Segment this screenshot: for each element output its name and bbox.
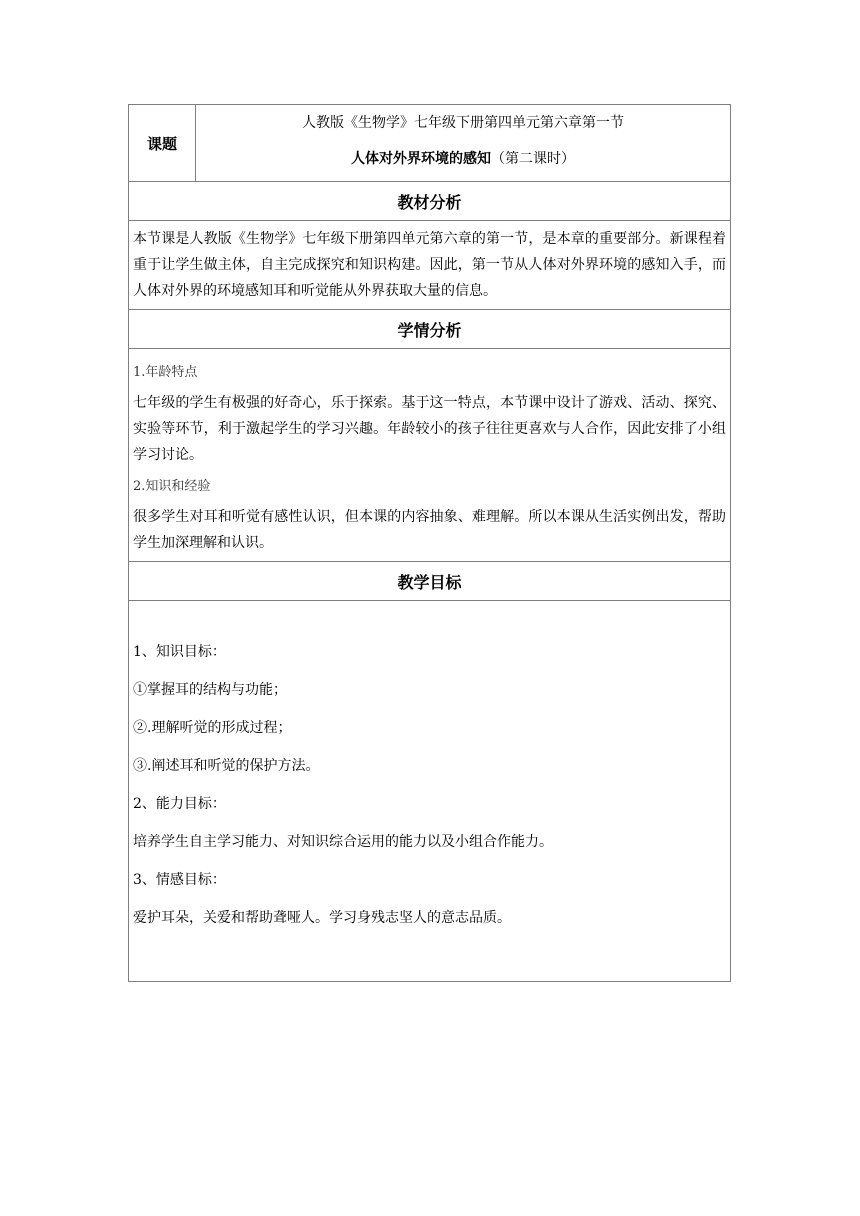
lesson-plan-table (128, 104, 731, 982)
learner-analysis-heading: 学情分析 (129, 310, 731, 349)
goal-line: 2、能力目标： (133, 796, 226, 812)
knowledge-experience-text: 很多学生对耳和听觉有感性认识，但本课的内容抽象、难理解。所以本课从生活实例出发，帮助学生加深理解和认识。 (133, 509, 726, 551)
goal-line: ③.阐述耳和听觉的保护方法。 (133, 758, 320, 774)
goal-line: 爱护耳朵，关爱和帮助聋哑人。学习身残志坚人的意志品质。 (133, 910, 511, 926)
goal-line: 3、情感目标： (133, 872, 226, 888)
lesson-plan-document (128, 104, 731, 982)
age-traits-text: 七年级的学生有极强的好奇心，乐于探索。基于这一特点，本节课中设计了游戏、活动、探究、实验等环节，利于激起学生的学习兴趣。年龄较小的孩子往往更喜欢与人合作，因此安排了小组学习讨论。 (133, 395, 726, 463)
teaching-goals-body (129, 601, 731, 982)
textbook-analysis-body (129, 221, 731, 310)
goal-line: 1、知识目标： (133, 644, 226, 660)
topic-title-session: （第二课时） (491, 151, 575, 167)
textbook-analysis-heading: 教材分析 (129, 182, 731, 221)
textbook-analysis-heading-row (129, 182, 731, 221)
textbook-analysis-body-row (129, 221, 731, 310)
goal-line: ①掌握耳的结构与功能； (133, 682, 287, 698)
learner-analysis-body-row (129, 349, 731, 562)
goal-line: ②.理解听觉的形成过程； (133, 720, 292, 736)
topic-title-cell (196, 105, 731, 182)
header-row (129, 105, 731, 182)
learner-analysis-heading-row (129, 310, 731, 349)
teaching-goals-heading-row (129, 562, 731, 601)
topic-label-cell (129, 105, 196, 182)
topic-source: 人教版《生物学》七年级下册第四单元第六章第一节 (302, 115, 624, 131)
topic-label: 课题 (146, 134, 177, 153)
goal-line: 培养学生自主学习能力、对知识综合运用的能力以及小组合作能力。 (133, 834, 553, 850)
teaching-goals-heading: 教学目标 (129, 562, 731, 601)
knowledge-experience-subheading: 2.知识和经验 (133, 479, 211, 494)
textbook-analysis-text: 本节课是人教版《生物学》七年级下册第四单元第六章的第一节，是本章的重要部分。新课程着重于让学生做主体，自主完成探究和知识构建。因此，第一节从人体对外界环境的感知入手，而人体对外界的环境感知耳和听觉能从外界获取大量的信息。 (133, 231, 726, 299)
age-traits-subheading: 1.年龄特点 (133, 365, 198, 380)
topic-title-main: 人体对外界环境的感知 (351, 151, 491, 167)
topic-title (196, 149, 730, 169)
teaching-goals-body-row (129, 601, 731, 982)
learner-analysis-body (129, 349, 731, 562)
